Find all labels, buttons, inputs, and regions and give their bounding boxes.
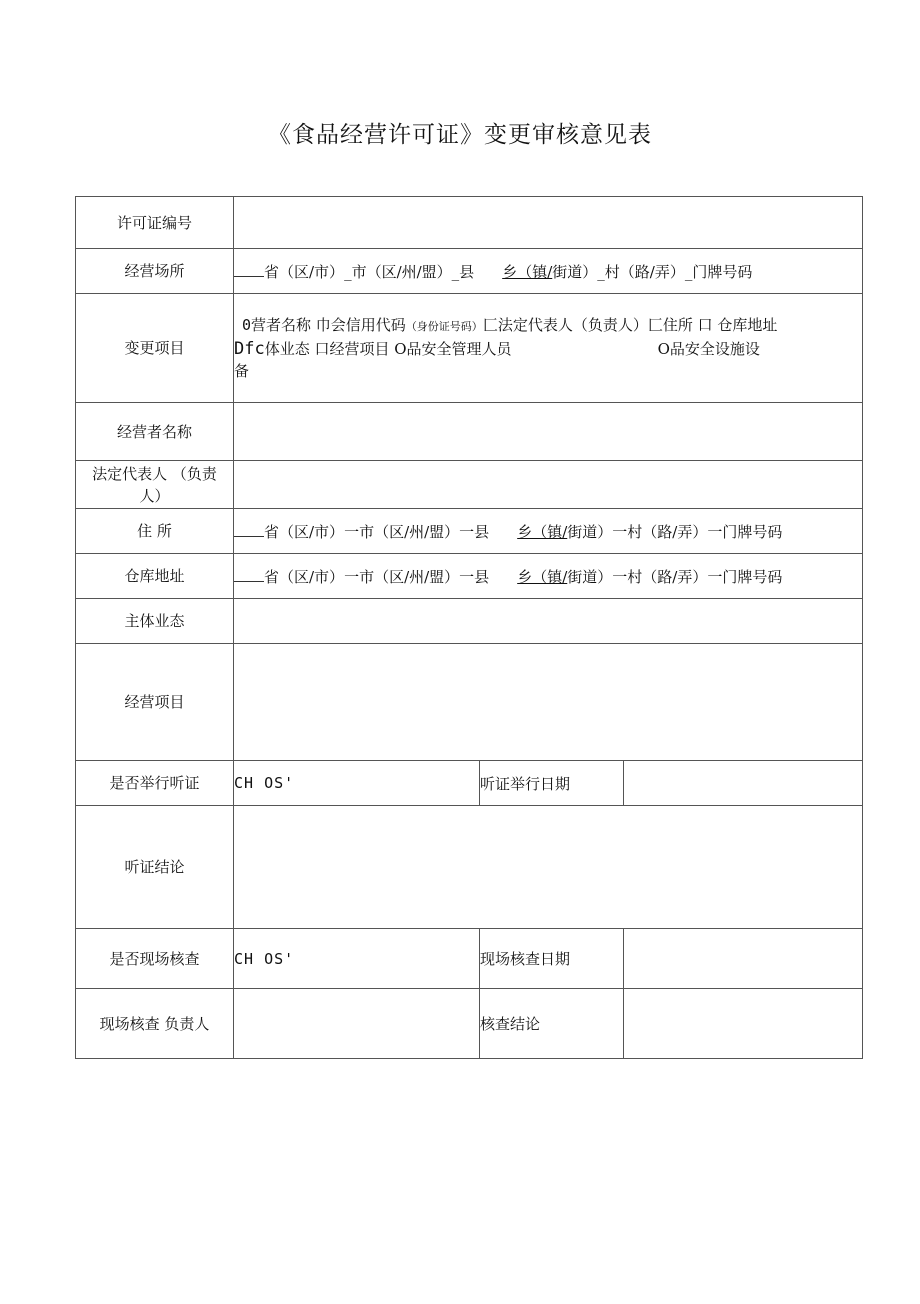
addr-city: _市（区/州/盟） — [344, 262, 452, 281]
row-operator-name — [76, 403, 863, 461]
address-residence: 省（区/市）一市（区/州/盟）一县 乡（镇/街道）一村（路/弄）一门牌号码 — [234, 509, 863, 554]
label-onsite-check: 是否现场核查 — [76, 929, 234, 989]
label-hearing-date: 听证举行日期 — [480, 761, 624, 806]
hearing-choice: CH OS' — [234, 761, 480, 806]
blank-line — [234, 266, 264, 277]
row-legal-rep — [76, 461, 863, 509]
row-hearing — [76, 761, 863, 806]
address-premises — [234, 249, 863, 294]
change-options-line3: 备 — [234, 362, 250, 380]
row-entity-type — [76, 599, 863, 644]
row-onsite-check — [76, 929, 863, 989]
label-entity-type: 主体业态 — [76, 599, 234, 644]
row-premises — [76, 249, 863, 294]
label-license-no: 许可证编号 — [76, 197, 234, 249]
label-premises: 经营场所 — [76, 249, 234, 294]
change-options-line2: Dfc体业态 口经营项目 O品安全管理人员 O品安全设施设 — [234, 339, 760, 359]
page-title: 《食品经营许可证》变更审核意见表 — [268, 122, 652, 148]
onsite-choice: CH OS' — [234, 929, 480, 989]
label-check-conclusion: 核查结论 — [480, 989, 624, 1059]
addr-township: 乡（镇/ — [502, 262, 553, 281]
value-check-conclusion — [624, 989, 863, 1059]
value-legal-rep — [234, 461, 863, 509]
row-residence — [76, 509, 863, 554]
label-hearing-conclusion: 听证结论 — [76, 806, 234, 929]
addr-house-no: _门牌号码 — [684, 262, 753, 281]
addr-province: 省（区/市） — [264, 262, 345, 281]
address-warehouse: 省（区/市）一市（区/州/盟）一县 乡（镇/街道）一村（路/弄）一门牌号码 — [234, 554, 863, 599]
label-operator-name: 经营者名称 — [76, 403, 234, 461]
change-options-line1: 0营者名称 巾会信用代码（身份证号码）匚法定代表人（负责人）匚住所 口 仓库地址 — [242, 316, 778, 334]
addr-street: 街道） — [552, 262, 598, 281]
addr-village: _村（路/弄） — [597, 262, 685, 281]
label-onsite-date: 现场核查日期 — [480, 929, 624, 989]
value-entity-type — [234, 599, 863, 644]
value-business-items — [234, 644, 863, 761]
row-business-items — [76, 644, 863, 761]
value-hearing-conclusion — [234, 806, 863, 929]
value-hearing-date — [624, 761, 863, 806]
label-onsite-person: 现场核查 负责人 — [76, 989, 234, 1059]
value-operator-name — [234, 403, 863, 461]
row-onsite-person — [76, 989, 863, 1059]
label-change-items: 变更项目 — [76, 294, 234, 403]
label-legal-rep: 法定代表人 （负责人） — [76, 461, 234, 509]
row-change-items — [76, 294, 863, 403]
addr-county: _县 — [451, 262, 475, 281]
review-form-table — [75, 196, 863, 1059]
row-hearing-conclusion — [76, 806, 863, 929]
label-warehouse: 仓库地址 — [76, 554, 234, 599]
label-hearing-held: 是否举行听证 — [76, 761, 234, 806]
row-warehouse — [76, 554, 863, 599]
value-license-no — [234, 197, 863, 249]
value-onsite-date — [624, 929, 863, 989]
label-residence: 住 所 — [76, 509, 234, 554]
change-items-options — [234, 294, 863, 403]
row-license-no — [76, 197, 863, 249]
label-business-items: 经营项目 — [76, 644, 234, 761]
value-onsite-person — [234, 989, 480, 1059]
